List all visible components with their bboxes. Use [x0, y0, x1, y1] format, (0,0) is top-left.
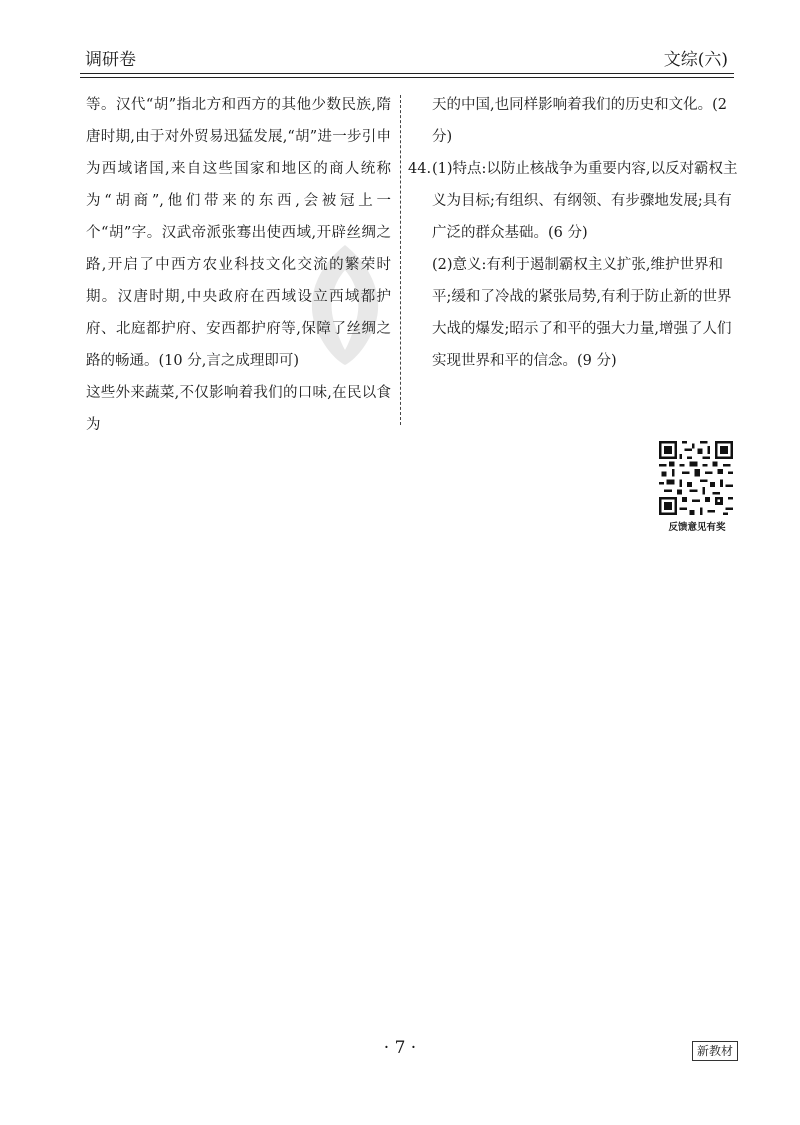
header-title-left: 调研卷 — [85, 50, 136, 70]
column-divider — [400, 95, 401, 425]
question-number: 44. — [408, 161, 432, 177]
answer-paragraph: 天的中国,也同样影响着我们的历史和文化。(2 分) — [432, 97, 727, 145]
page-number: · 7 · — [383, 1038, 417, 1058]
left-column — [86, 89, 391, 441]
header-rule-thin — [80, 77, 734, 78]
qr-code-icon[interactable] — [657, 441, 735, 515]
qr-caption: 反馈意见有奖 — [668, 522, 726, 533]
header-rule-thick — [80, 73, 734, 74]
header-title-right: 文综(六) — [663, 50, 728, 70]
answer-item: (2)意义:有利于遏制霸权主义扩张,维护世界和平;缓和了冷战的紧张局势,有利于防止新的世界大战的爆发;昭示了和平的强大力量,增强了人们实现世界和平的信念。(9 分) — [432, 257, 732, 369]
answer-item: (1)特点:以防止核战争为重要内容,以反对霸权主义为目标;有组织、有纲领、有步骤地发展;具有广泛的群众基础。(6 分) — [432, 161, 738, 241]
answer-paragraph: 这些外来蔬菜,不仅影响着我们的口味,在民以食为 — [86, 385, 391, 433]
answer-paragraph: 等。汉代“胡”指北方和西方的其他少数民族,隋唐时期,由于对外贸易迅猛发展,“胡”进一步引申为西域诸国,来自这些国家和地区的商人统称为“胡商”,他们带来的东西,会被冠上一个“胡”字。汉武帝派张骞出使西域,开辟丝绸之路,开启了中西方农业科技文化交流的繁荣时期。汉唐时期,中央政府在西域设立西域都护府、北庭都护府、安西都护府等,保障了丝绸之路的畅通。(10 分,言之成理即可) — [86, 97, 391, 369]
edition-badge: 新教材 — [692, 1041, 738, 1061]
question-44 — [408, 153, 740, 377]
right-column — [408, 89, 740, 377]
